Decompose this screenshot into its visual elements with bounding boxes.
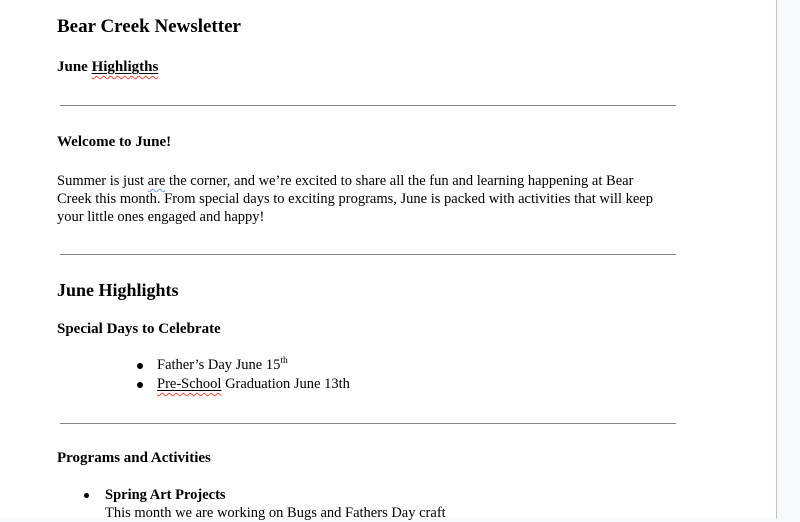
horizontal-rule-3 — [60, 423, 676, 424]
special-days-heading: Special Days to Celebrate — [57, 321, 221, 337]
activity-description: This month we are working on Bugs and Fathers Day craft — [105, 505, 446, 521]
programs-heading: Programs and Activities — [57, 450, 211, 466]
subtitle-misspelled-word — [92, 59, 159, 75]
graduation-misspelled-wrap — [157, 376, 221, 392]
paragraph-text-before: Summer is just — [57, 173, 148, 189]
special-days-list — [157, 356, 350, 394]
list-item-graduation — [157, 375, 350, 394]
june-highlights-heading: June Highlights — [57, 280, 179, 300]
grammar-flagged-word: are — [147, 173, 166, 189]
document-title: Bear Creek Newsletter — [57, 16, 241, 37]
welcome-heading: Welcome to June! — [57, 134, 172, 150]
programs-list — [105, 486, 446, 522]
list-item-fathers-day — [157, 356, 350, 375]
list-item-spring-art — [105, 486, 446, 522]
activity-title: Spring Art Projects — [105, 487, 226, 503]
graduation-text: Graduation June 13th — [221, 376, 350, 392]
ordinal-superscript: th — [280, 356, 288, 367]
spellcheck-underline: Highligths — [91, 59, 159, 75]
fathers-day-text: Father’s Day June 15 — [157, 357, 281, 373]
spellcheck-underline: Pre-School — [157, 376, 222, 392]
horizontal-rule-1 — [60, 105, 676, 106]
document-subtitle — [57, 58, 158, 76]
paragraph-text-after: the corner, and we’re excited to share all the fun and learning happening at Bear Creek this month. From special days to exciting programs, June is packed with activities that will keep your little ones engaged and happy! — [57, 173, 653, 225]
horizontal-rule-2 — [60, 254, 676, 255]
subtitle-prefix: June — [57, 59, 92, 75]
welcome-paragraph — [57, 172, 661, 226]
